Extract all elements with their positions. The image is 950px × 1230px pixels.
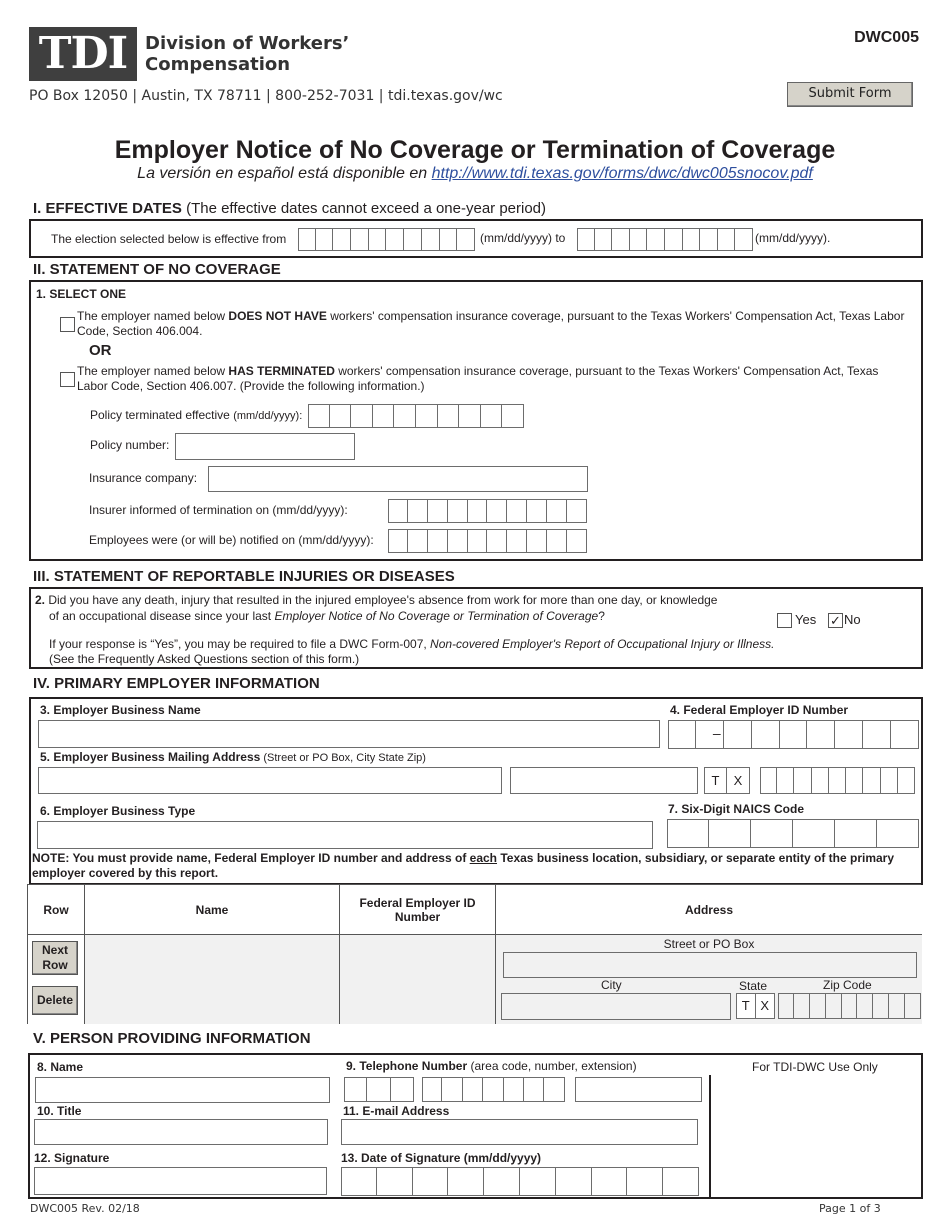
does-not-have-text [77,309,907,339]
delete-row-button[interactable]: Delete [32,986,78,1015]
row-state-x: X [756,993,776,1019]
locations-note-pre: NOTE: You must provide name, Federal Employer ID number and address of [32,851,470,865]
or-label: OR [89,342,112,359]
col-address: Address [684,903,734,917]
col-fein: Federal Employer ID Number [340,885,496,935]
yes-checkbox[interactable] [777,613,792,628]
reportable-injuries-box [29,587,923,669]
naics-label: 7. Six-Digit NAICS Code [668,802,805,816]
org-name [145,33,349,75]
effective-from-label: The election selected below is effective from [51,232,287,246]
question-end: ? [598,609,605,623]
locations-table-row [28,935,922,1024]
effective-dates-box [29,219,923,258]
phone-label [346,1059,637,1073]
note-line2: (See the Frequently Asked Questions section of this form.) [49,652,360,666]
state-char-t: T [704,767,727,794]
policy-terminated-text: Policy terminated effective [90,408,234,422]
page-number: Page 1 of 3 [819,1202,881,1215]
signature-date-label: 13. Date of Signature (mm/dd/yyyy) [341,1151,542,1165]
tdi-use-only-label: For TDI-DWC Use Only [752,1060,878,1074]
question-line2: of an occupational disease since your last [49,609,275,623]
col-row: Row [28,885,85,935]
form-id: DWC005 [854,29,919,46]
has-terminated-text [77,364,907,394]
insurance-company-input[interactable] [208,466,588,492]
policy-number-input[interactable] [175,433,355,460]
option1-pre: The employer named below [77,309,229,323]
option2-post: workers' compensation insurance coverage, pursuant to the Texas Workers' Compensation Act, Texas Labor Code, Section 406.007. (Provide the following information.) [77,364,879,393]
section1-note: (The effective dates cannot exceed a one-year period) [181,200,547,217]
phone-number-input[interactable] [422,1077,565,1102]
spanish-version-link[interactable]: http://www.tdi.texas.gov/forms/dwc/dwc005snocov.pdf [431,165,813,182]
employees-notified-date-input[interactable] [388,529,587,553]
spanish-version-text: La versión en español está disponible en [137,165,432,182]
phone-area-code-input[interactable] [344,1077,414,1102]
select-one-label: 1. SELECT ONE [36,287,127,301]
effective-mid-label: (mm/dd/yyyy) to [480,231,566,245]
policy-number-label: Policy number: [90,438,170,452]
locations-note [32,851,912,881]
business-type-label: 6. Employer Business Type [40,804,196,818]
form-007-note [49,637,909,667]
policy-terminated-format: (mm/dd/yyyy): [233,410,303,422]
business-name-input[interactable] [38,720,660,748]
section4-heading: IV. PRIMARY EMPLOYER INFORMATION [33,675,320,692]
has-terminated-checkbox[interactable] [60,372,75,387]
fein-label: 4. Federal Employer ID Number [670,703,849,717]
note-text: If your response is “Yes”, you may be required to file a DWC Form-007, [49,637,431,651]
business-name-label: 3. Employer Business Name [40,703,201,717]
locations-note-each: each [469,851,498,865]
insurance-company-label: Insurance company: [89,471,198,485]
phone-label-text: 9. Telephone Number [346,1059,468,1073]
policy-terminated-date-input[interactable] [308,404,524,428]
tdi-logo: TDI [29,27,137,81]
page-title: Employer Notice of No Coverage or Termination of Coverage [114,136,836,164]
policy-terminated-label [90,408,302,422]
revision-label: DWC005 Rev. 02/18 [30,1202,140,1215]
locations-table [27,884,921,1024]
signature-label: 12. Signature [34,1151,110,1165]
option1-bold: DOES NOT HAVE [228,309,327,323]
no-checkbox[interactable] [828,613,843,628]
question-number: 2. [35,593,46,607]
checkmark-icon: ✓ [830,613,841,628]
person-info-box [28,1053,923,1199]
option1-post: workers' compensation insurance coverage, pursuant to the Texas Workers' Compensation Act, Texas Labor Code, Section 406.004. [77,309,905,338]
signature-date-input[interactable] [341,1167,699,1196]
row-fein-input[interactable] [340,935,496,1024]
row-state-field [736,993,775,1019]
mailing-city-input[interactable] [510,767,698,794]
name-label: 8. Name [37,1060,84,1074]
effective-suffix-label: (mm/dd/yyyy). [755,231,831,245]
mailing-address-label [40,750,426,764]
section5-heading: V. PERSON PROVIDING INFORMATION [33,1030,311,1047]
zip-label: Zip Code [823,978,872,992]
no-label: No [844,612,861,627]
mailing-zip-input[interactable] [760,767,915,794]
row-address-cell [496,935,922,1024]
no-coverage-box [29,280,923,561]
row-actions-cell [28,935,85,1024]
locations-note-post: Texas business location, subsidiary, or separate entity of the primary employer covered by this report. [32,851,895,880]
phone-label-note: (area code, number, extension) [467,1059,637,1073]
name-input[interactable] [35,1077,330,1103]
signature-input[interactable] [34,1167,327,1195]
insurer-informed-date-input[interactable] [388,499,587,523]
option2-bold: HAS TERMINATED [228,364,335,378]
row-street-input[interactable] [503,952,917,978]
yes-label: Yes [795,612,817,627]
state-label: State [739,979,768,993]
business-type-input[interactable] [37,821,653,849]
fein-input[interactable] [668,720,919,749]
title-label: 10. Title [37,1104,82,1118]
section1-title: I. EFFECTIVE DATES [33,200,182,217]
primary-employer-box [29,697,923,885]
fein-dash: – [712,725,721,741]
state-char-x: X [727,767,750,794]
city-label: City [601,978,622,992]
next-row-button[interactable]: Next Row [32,941,78,975]
phone-extension-input[interactable] [575,1077,702,1102]
effective-to-date-input[interactable] [577,228,753,251]
row-zip-input[interactable] [778,993,921,1019]
option2-pre: The employer named below [77,364,229,378]
section3-heading: III. STATEMENT OF REPORTABLE INJURIES OR DISEASES [33,568,455,585]
org-address: PO Box 12050 | Austin, TX 78711 | 800-252-7031 | tdi.texas.gov/wc [29,88,503,104]
section2-heading: II. STATEMENT OF NO COVERAGE [33,261,281,278]
tdi-use-divider [709,1075,711,1197]
mailing-label-text: 5. Employer Business Mailing Address [40,750,261,764]
question-line1: Did you have any death, injury that resulted in the injured employee's absence from work for more than one day, or knowledge [45,593,718,607]
email-label: 11. E-mail Address [343,1104,450,1118]
org-name-line2: Compensation [145,54,291,75]
section1-heading [33,200,546,217]
effective-from-date-input[interactable] [298,228,475,251]
naics-input[interactable] [667,819,919,848]
note-italic: Non-covered Employer's Report of Occupational Injury or Illness. [430,637,775,651]
injury-question [35,592,775,624]
row-city-input[interactable] [501,993,731,1020]
org-name-line1: Division of Workers’ [145,33,350,54]
spanish-version-note [0,165,950,183]
mailing-street-input[interactable] [38,767,502,794]
col-name: Name [85,885,340,935]
employees-notified-label: Employees were (or will be) notified on (mm/dd/yyyy): [89,533,374,547]
submit-form-button[interactable]: Submit Form [787,82,913,107]
insurer-informed-label: Insurer informed of termination on (mm/dd/yyyy): [89,503,348,517]
locations-table-header [28,885,922,935]
email-input[interactable] [341,1119,698,1145]
question-italic: Employer Notice of No Coverage or Termination of Coverage [274,609,599,623]
does-not-have-checkbox[interactable] [60,317,75,332]
row-name-input[interactable] [85,935,340,1024]
mailing-state-field [704,767,750,794]
row-state-t: T [736,993,756,1019]
street-label: Street or PO Box [663,937,755,951]
title-input[interactable] [34,1119,328,1145]
mailing-label-note: (Street or PO Box, City State Zip) [260,752,426,764]
